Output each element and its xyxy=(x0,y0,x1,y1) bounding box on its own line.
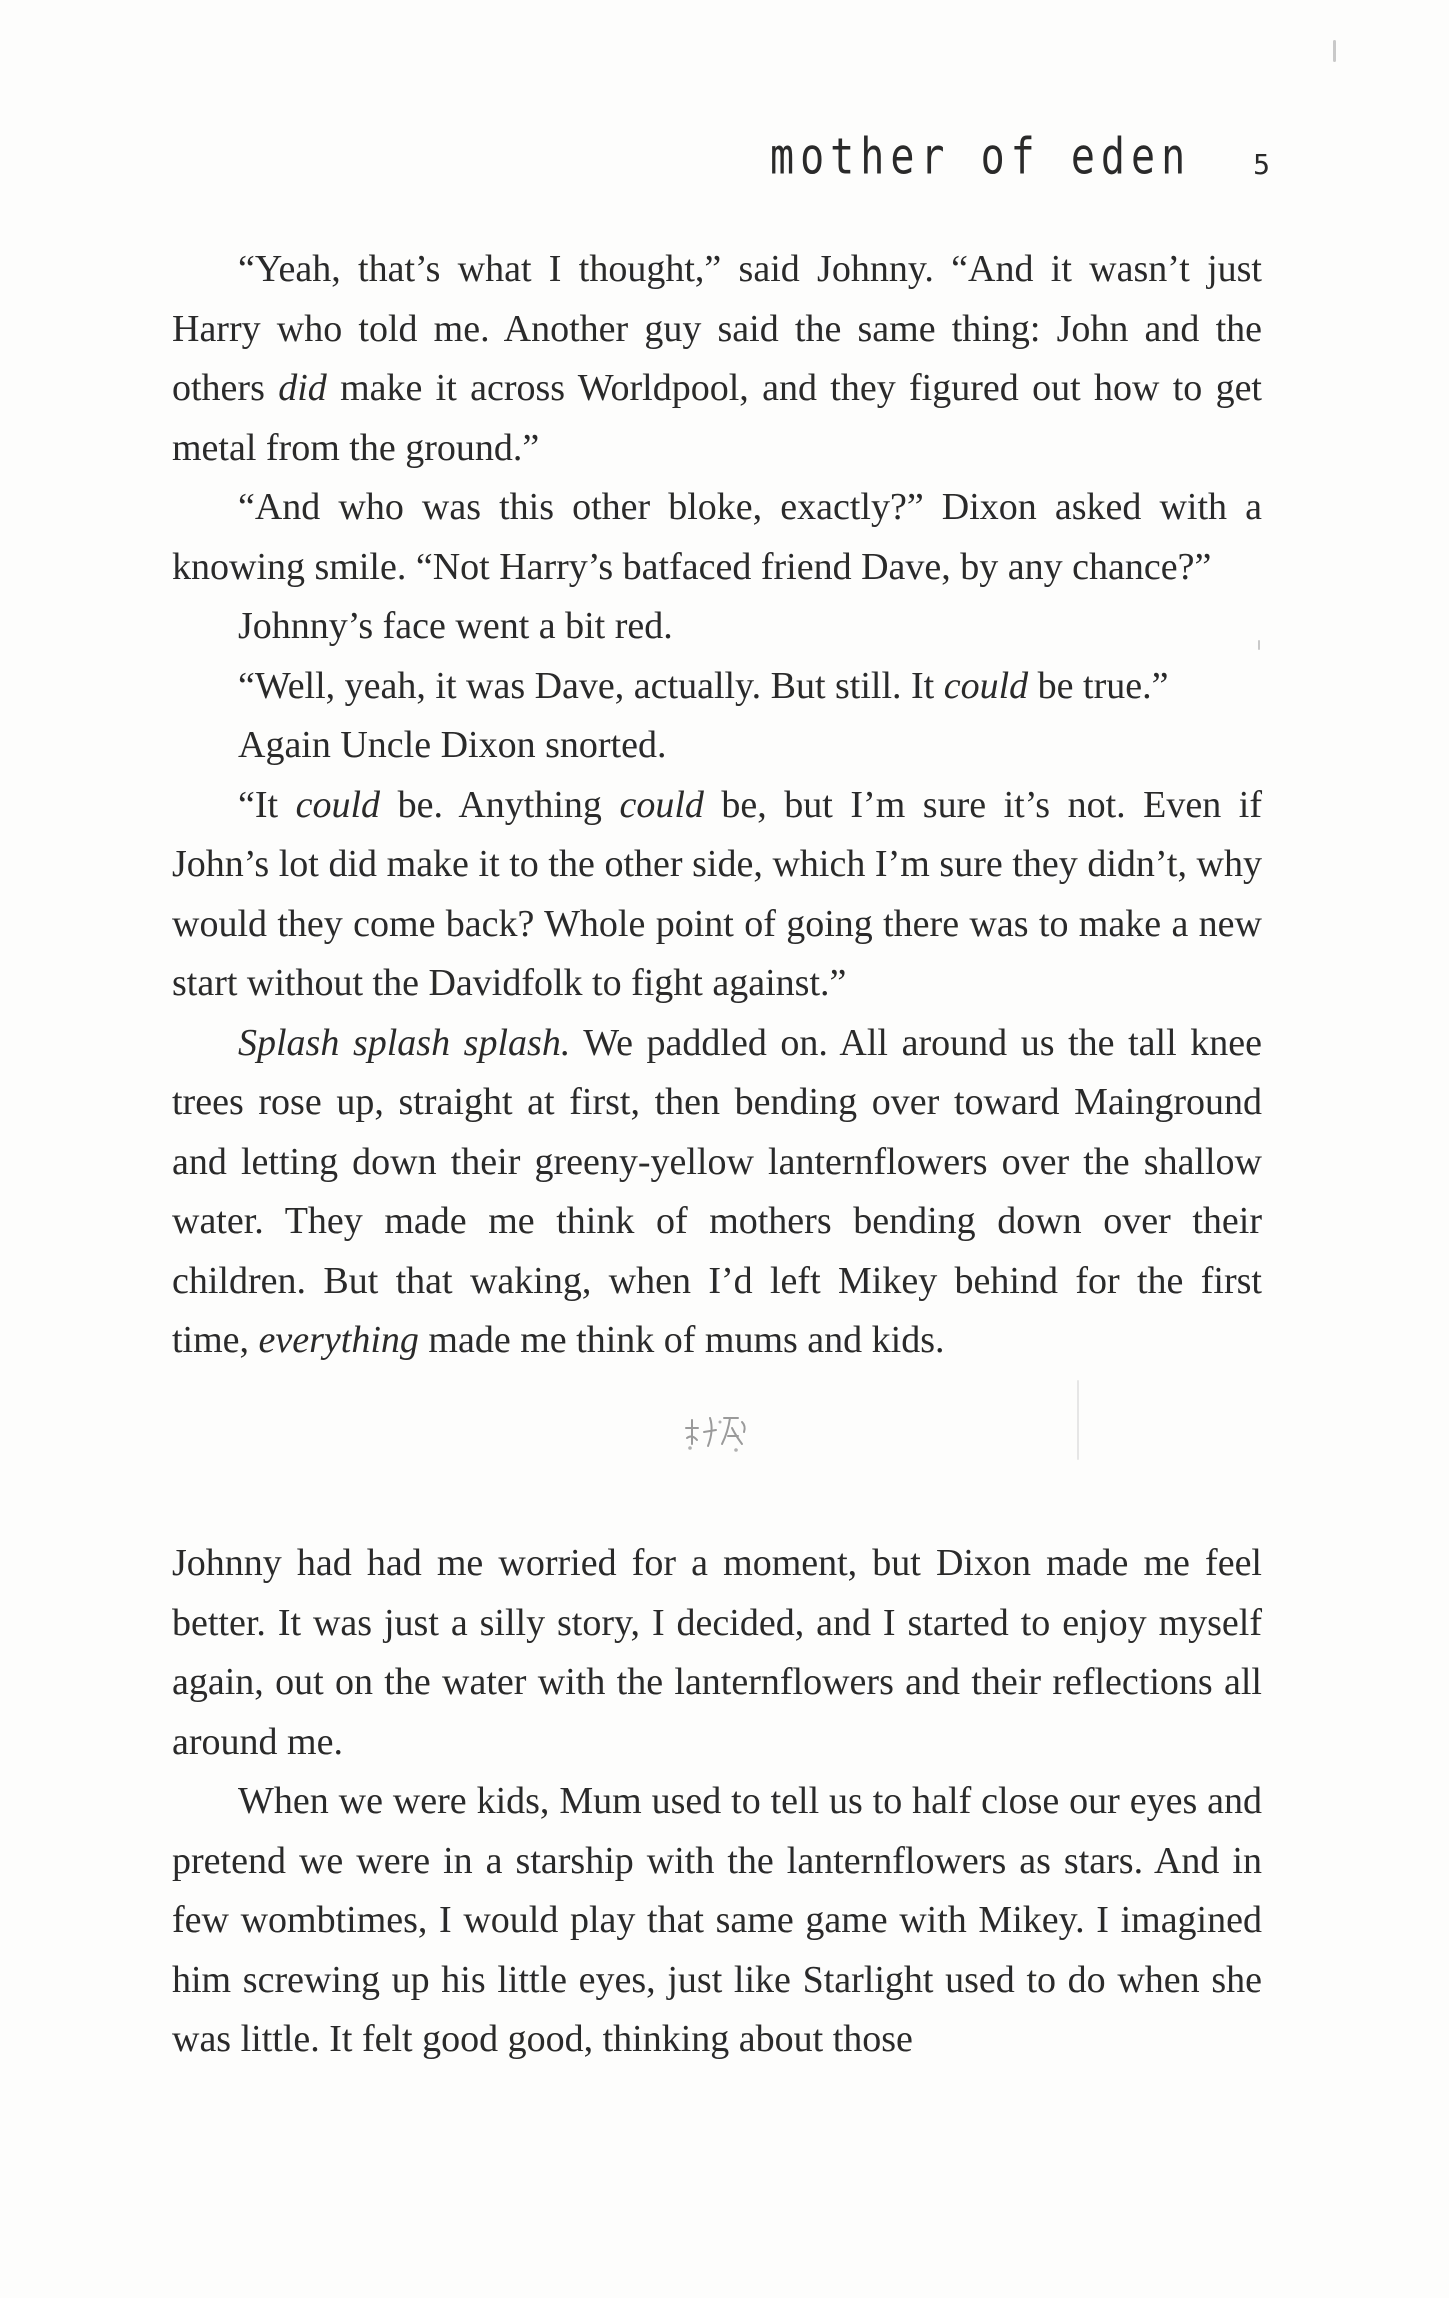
scan-speck xyxy=(1077,1380,1079,1460)
paragraph: “Yeah, that’s what I thought,” said Johnny. “And it wasn’t just Harry who told me. Another guy said the same thing: John and the others did make it across Worldpool, and they figured out how to get metal from the ground.” xyxy=(172,248,1262,469)
paragraph: Johnny had had me worried for a moment, but Dixon made me feel better. It was just a silly story, I decided, and I started to enjoy myself again, out on the water with the lanternflowers and their reflections all around me. xyxy=(172,1542,1262,1763)
paragraph: Splash splash splash. We paddled on. All around us the tall knee trees rose up, straight at first, then bending over toward Mainground and letting down their greeny-yellow lanternflowers over the shallow water. They made me think of mothers bending down over their children. But that waking, when I’d left Mikey behind for the first time, everything made me think of mums and kids. xyxy=(172,1021,1262,1361)
scan-speck xyxy=(1258,640,1260,650)
running-title: mother of eden xyxy=(770,128,1192,186)
paragraph: “It could be. Anything could be, but I’m sure it’s not. Even if John’s lot did make it to the other side, which I’m sure they didn’t, why would they come back? Whole point of going there was to make a new start without the Davidfolk to fight against.” xyxy=(172,783,1262,1004)
body-text-before-break xyxy=(172,240,1262,1371)
paragraph: “And who was this other bloke, exactly?” Dixon asked with a knowing smile. “Not Harry’s batfaced friend Dave, by any chance?” xyxy=(172,486,1262,588)
running-head xyxy=(770,128,1290,200)
paragraph: Johnny’s face went a bit red. xyxy=(238,605,673,647)
paragraph: Again Uncle Dixon snorted. xyxy=(238,724,667,766)
floral-ornament-icon xyxy=(680,1410,760,1460)
paragraph: When we were kids, Mum used to tell us to half close our eyes and pretend we were in a starship with the lanternflowers as stars. And in few wombtimes, I would play that same game with Mikey. I imagined him screwing up his little eyes, just like Starlight used to do when she was little. It felt good good, thinking about those xyxy=(172,1780,1262,2060)
page-number: 5 xyxy=(1253,148,1270,181)
scan-speck xyxy=(1333,40,1336,62)
paragraph: “Well, yeah, it was Dave, actually. But still. It could be true.” xyxy=(238,664,1169,707)
body-text-after-break xyxy=(172,1534,1262,2070)
